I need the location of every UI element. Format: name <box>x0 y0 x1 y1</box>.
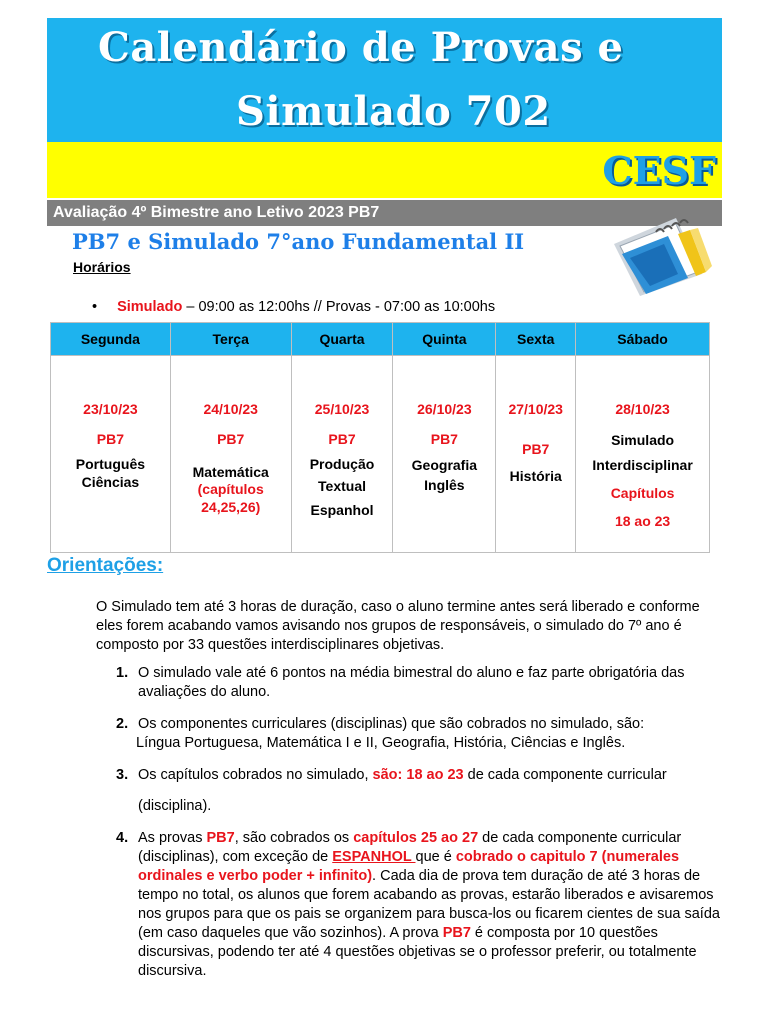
cell-subject: Produção <box>309 456 375 472</box>
item-text-part: é composta por 10 questões discursivas, podendo ter até 4 questões objetivas se o professor preferir, ou totalmente discursiva. <box>138 925 697 979</box>
schedule-line <box>92 299 495 315</box>
cell-date: 27/10/23 <box>508 401 563 417</box>
calendar-cell <box>51 356 171 553</box>
notebook-icon <box>606 214 718 298</box>
item-text-part: , são cobrados os <box>234 830 354 846</box>
schedule-times: – 09:00 as 12:00hs // Provas - 07:00 as 10:00hs <box>182 299 496 315</box>
cell-subject: Inglês <box>424 477 465 493</box>
item-number: 3. <box>116 767 129 783</box>
calendar-header-row <box>51 323 710 356</box>
day-header: Segunda <box>51 323 171 356</box>
cell-date: 26/10/23 <box>417 401 472 417</box>
item-highlight: PB7 <box>442 925 471 941</box>
day-header: Sexta <box>496 323 576 356</box>
item-number: 2. <box>116 716 129 732</box>
item-highlight: capítulos 25 ao 27 <box>353 830 479 846</box>
day-header: Quarta <box>291 323 393 356</box>
cell-subject: Português <box>75 456 146 472</box>
cell-code: PB7 <box>430 431 458 447</box>
calendar-cell <box>291 356 393 553</box>
list-item <box>116 829 726 981</box>
list-item <box>116 766 726 816</box>
calendar-cell <box>170 356 291 553</box>
exam-calendar <box>50 322 710 553</box>
day-header: Terça <box>170 323 291 356</box>
calendar-cell <box>576 356 710 553</box>
item-text-part: de cada componente curricular (disciplinas), com exceção de <box>138 830 682 865</box>
item-text: O simulado vale até 6 pontos na média bimestral do aluno e faz parte obrigatória das avaliações do aluno. <box>138 665 685 700</box>
cell-subject: Simulado <box>611 432 675 448</box>
subtitle: PB7 e Simulado 7°ano Fundamental II <box>72 229 525 254</box>
item-text: (disciplina). <box>138 798 212 814</box>
item-highlight: cobrado o capitulo 7 (numerales ordinales e verbo poder + infinito) <box>138 849 680 884</box>
cell-code: PB7 <box>96 431 125 447</box>
cell-chapters: Capítulos <box>610 485 675 501</box>
calendar-body-row <box>51 356 710 553</box>
cell-subject: Ciências <box>81 474 140 490</box>
cell-subject: História <box>509 468 562 484</box>
item-text <box>138 829 726 981</box>
list-item <box>116 715 726 753</box>
cell-date: 25/10/23 <box>314 401 370 417</box>
horarios-label: Horários <box>73 259 131 275</box>
list-item <box>116 664 726 702</box>
cell-code: PB7 <box>522 441 550 457</box>
day-header: Sábado <box>576 323 710 356</box>
item-highlight: PB7 <box>206 830 235 846</box>
calendar-cell <box>496 356 576 553</box>
page-title-line1: Calendário de Provas e <box>98 24 624 71</box>
item-text-part: de cada componente curricular <box>463 767 667 783</box>
cell-date: 23/10/23 <box>83 401 138 417</box>
item-highlight: ESPANHOL <box>332 849 416 865</box>
cell-subject: Textual <box>318 478 366 494</box>
simulado-label: Simulado <box>117 299 183 315</box>
item-text: Língua Portuguesa, Matemática I e II, Geografia, História, Ciências e Inglês. <box>136 735 626 751</box>
cell-chapters: 18 ao 23 <box>614 513 671 529</box>
item-number: 1. <box>116 665 129 681</box>
cell-chapters: (capítulos <box>197 481 264 497</box>
cell-code: PB7 <box>217 431 245 447</box>
school-name: CESF <box>602 148 716 193</box>
cell-code: PB7 <box>328 431 356 447</box>
cell-subject: Matemática <box>192 464 269 480</box>
item-text: Os componentes curriculares (disciplinas) que são cobrados no simulado, são: <box>138 716 645 732</box>
calendar-cell <box>393 356 496 553</box>
item-text-part: que é <box>415 849 456 865</box>
day-header: Quinta <box>393 323 496 356</box>
cell-subject: Espanhol <box>310 502 374 518</box>
orientacoes-intro: O Simulado tem até 3 horas de duração, caso o aluno termine antes será liberado e conforme eles forem acabando vamos avisando nos grupos de responsáveis, o simulado do 7º ano é composto por 33 questões interdisciplinares objetivas. <box>96 599 700 653</box>
item-highlight: são: 18 ao 23 <box>372 767 464 783</box>
bullet-icon: • <box>92 299 98 315</box>
cell-date: 28/10/23 <box>615 401 670 417</box>
cell-subject: Interdisciplinar <box>592 457 693 473</box>
orientacoes-heading: Orientações: <box>47 555 164 576</box>
item-text <box>138 766 726 785</box>
cell-date: 24/10/23 <box>203 401 258 417</box>
page-title-line2: Simulado 702 <box>236 88 551 135</box>
item-text-part: . Cada dia de prova tem duração de até 3 horas de tempo no total, os alunos que forem acabando as provas, estarão liberados e avisaremos nos grupos para que os pais se organizem para busca-los ou ficarem cientes de sua saída (em caso daqueles que vão sozinhos). A prova <box>138 868 720 941</box>
cell-subject: Geografia <box>411 457 478 473</box>
assessment-bar: Avaliação 4º Bimestre ano Letivo 2023 PB7 <box>47 200 722 226</box>
item-text-part: Os capítulos cobrados no simulado, <box>138 767 373 783</box>
item-text-part: As provas <box>138 830 207 846</box>
item-number: 4. <box>116 830 129 846</box>
cell-chapters: 24,25,26) <box>201 499 261 515</box>
